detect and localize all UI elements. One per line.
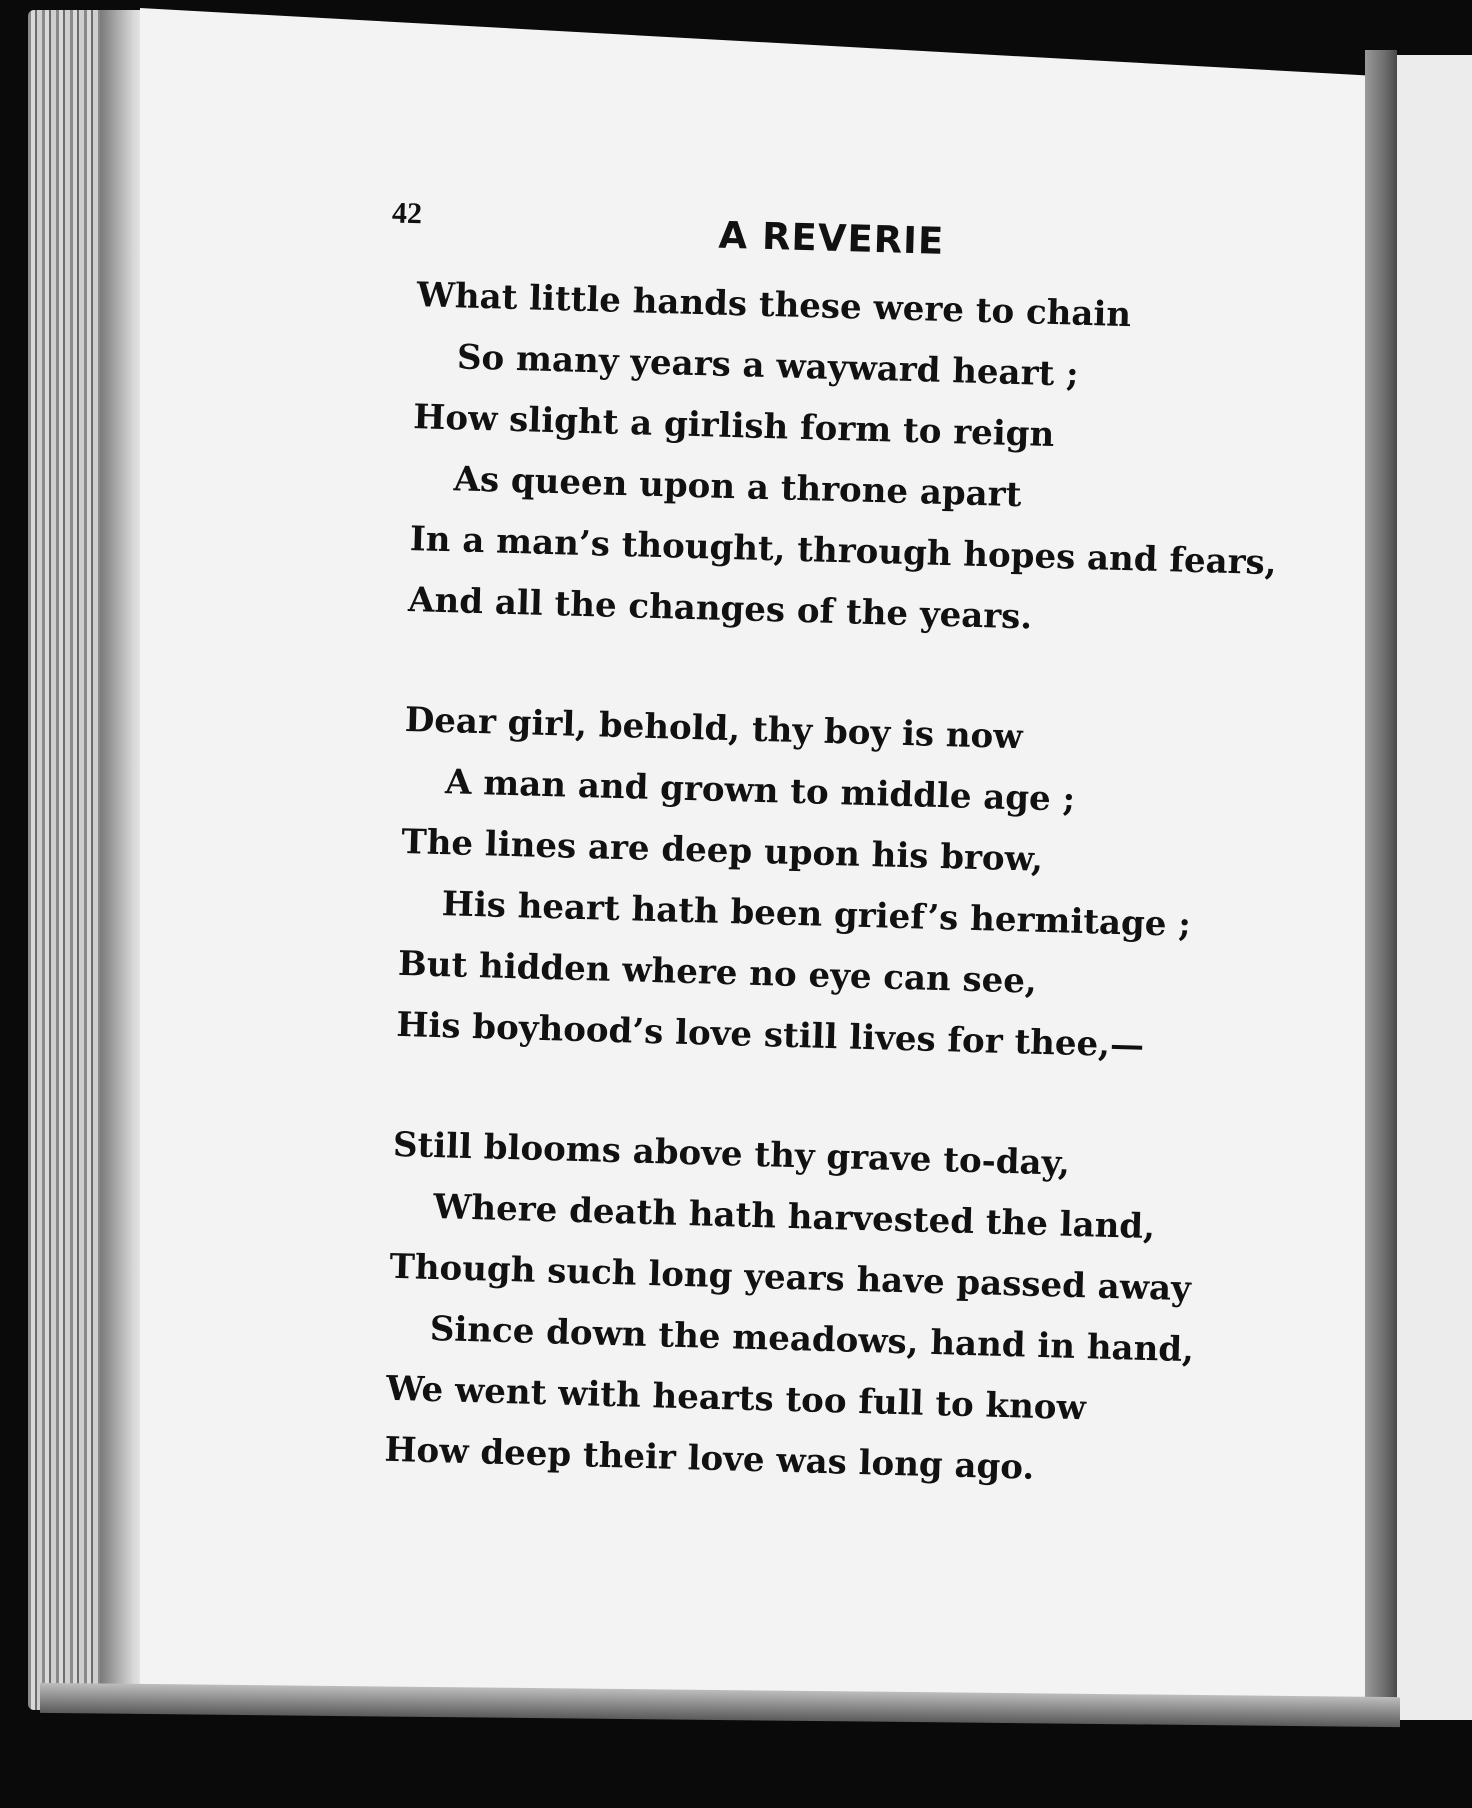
poem-line: As queen upon a throne apart [453, 459, 1022, 516]
poem-line: Where death hath harvested the land, [432, 1187, 1156, 1248]
poem-line: His boyhood’s love still lives for thee,— [395, 1004, 1145, 1066]
stanza-1 [407, 265, 1284, 655]
poem-line: Since down the meadows, hand in hand, [429, 1308, 1195, 1371]
poem-line: We went with hearts too full to know [385, 1368, 1087, 1429]
poem-line: The lines are deep upon his brow, [400, 821, 1044, 880]
poem-line: But hidden where no eye can see, [397, 943, 1038, 1002]
poem-line: His heart hath been grief’s hermitage ; [441, 884, 1192, 946]
poem-line: Though such long years have passed away [389, 1246, 1192, 1310]
running-head: A REVERIE [717, 213, 945, 263]
poem-line: How deep their love was long ago. [383, 1429, 1035, 1488]
poem-line: And all the changes of the years. [407, 580, 1033, 638]
poem-line: So many years a wayward heart ; [456, 337, 1080, 395]
stanza-3 [384, 1115, 1200, 1503]
poem-line: A man and grown to middle age ; [444, 762, 1076, 820]
poem-line: In a man’s thought, through hopes and fears, [409, 519, 1278, 584]
poem-line: Still blooms above thy grave to-day, [392, 1124, 1071, 1184]
poem-line: What little hands these were to chain [416, 275, 1132, 336]
stanza-2 [396, 690, 1197, 1078]
page-number: 42 [391, 196, 423, 231]
poem-line: Dear girl, behold, thy boy is now [404, 700, 1024, 758]
poem-line: How slight a girlish form to reign [412, 397, 1055, 456]
